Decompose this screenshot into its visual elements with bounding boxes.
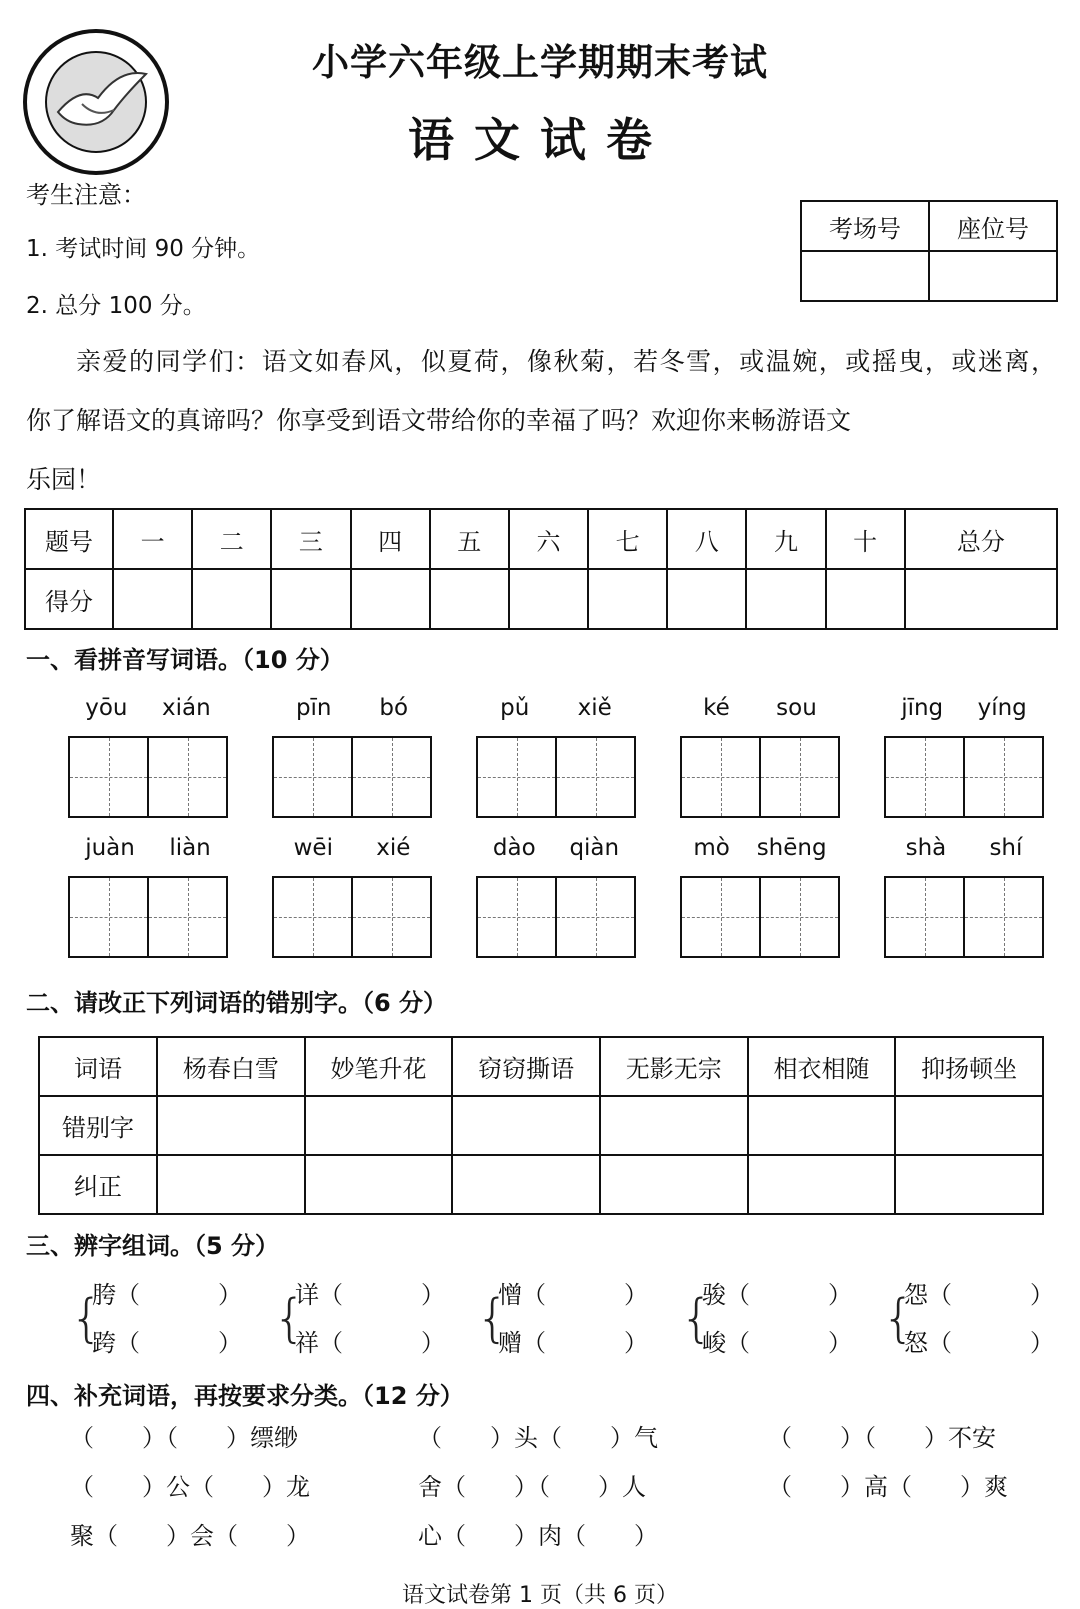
correction-cell[interactable] [748,1155,896,1214]
score-column: 总分 [905,509,1057,569]
typo-header-label: 词语 [39,1037,157,1096]
paren-close: ） [624,1329,648,1357]
pinyin-syllable: pīn [295,695,332,721]
score-cell[interactable] [588,569,667,629]
pinyin-syllable: shà [905,835,947,861]
page-footer: 语文试卷第 1 页（共 6 页） [402,1583,678,1608]
tianzige-box[interactable] [68,876,228,958]
char-pair [476,1271,648,1371]
pinyin-syllable: jīng [901,695,944,721]
pinyin-syllable: yōu [85,695,128,721]
tianzige-box[interactable] [680,876,840,958]
char-pair [882,1271,1054,1371]
intro-line: 乐园！ [26,465,102,494]
pinyin-word [272,828,432,958]
section3-title: 三、辨字组词。（5 分） [26,1232,280,1260]
pinyin-word [476,828,636,958]
wrong-char-cell[interactable] [895,1096,1043,1155]
score-cell[interactable] [113,569,192,629]
correction-cell[interactable] [157,1155,305,1214]
pinyin-word [272,688,432,818]
score-table [24,508,1058,630]
pinyin-syllable: xiě [577,695,612,721]
pinyin-syllable: wēi [293,835,333,861]
wrong-char-cell[interactable] [600,1096,748,1155]
brace-icon: { [70,1289,104,1349]
intro-line: 你了解语文的真谛吗？你享受到语文带给你的幸福了吗？欢迎你来畅游语文 [26,406,852,435]
wrong-char-label: 错别字 [39,1096,157,1155]
intro-line: 亲爱的同学们：语文如春风，似夏荷，像秋菊，若冬雪，或温婉，或摇曳，或迷离， [76,347,1056,376]
score-column: 三 [271,509,350,569]
correction-cell[interactable] [895,1155,1043,1214]
exam-title: 小学六年级上学期期末考试 [312,40,768,84]
char-prompt: 峻（ [702,1329,750,1357]
idiom-fill[interactable]: （ ）头（ ）气 [418,1424,658,1452]
tianzige-box[interactable] [68,736,228,818]
paren-close: ） [218,1329,242,1357]
pinyin-syllable: shēng [756,835,827,861]
char-prompt: 祥（ [295,1329,343,1357]
pinyin-syllable: bó [379,695,409,721]
score-cell[interactable] [430,569,509,629]
pinyin-word [476,688,636,818]
typo-word: 杨春白雪 [157,1037,305,1096]
pinyin-syllable: pǔ [500,695,530,721]
char-pair [680,1271,852,1371]
tianzige-box[interactable] [476,736,636,818]
score-column: 一 [113,509,192,569]
idiom-fill[interactable]: 聚（ ）会（ ） [70,1522,310,1550]
pinyin-word [68,828,228,958]
score-cell[interactable] [746,569,825,629]
score-cell[interactable] [509,569,588,629]
intro-paragraph [26,332,1056,509]
typo-word: 窃窃撕语 [452,1037,600,1096]
pinyin-syllable: yíng [977,695,1027,721]
score-cell[interactable] [271,569,350,629]
pinyin-word [680,688,840,818]
pinyin-syllable: qiàn [569,835,620,861]
score-column: 八 [667,509,746,569]
typo-correction-table [38,1036,1044,1215]
paren-close: ） [1030,1329,1054,1357]
section2-title: 二、请改正下列词语的错别字。（6 分） [26,989,448,1017]
correction-cell[interactable] [452,1155,600,1214]
score-cell[interactable] [905,569,1057,629]
notice-heading: 考生注意： [26,181,146,209]
typo-word: 妙笔升花 [305,1037,453,1096]
idiom-fill[interactable]: 舍（ ）（ ）人 [418,1473,646,1501]
score-column: 十 [826,509,905,569]
notice-item: 2. 总分 100 分。 [26,293,206,319]
paren-close: ） [828,1329,852,1357]
paren-close: ） [218,1281,242,1309]
pinyin-syllable: juàn [85,835,135,861]
typo-word: 无影无宗 [600,1037,748,1096]
char-pair [70,1271,242,1371]
score-column: 二 [192,509,271,569]
idiom-fill[interactable]: （ ）高（ ）爽 [768,1473,1008,1501]
wrong-char-cell[interactable] [305,1096,453,1155]
score-column: 七 [588,509,667,569]
char-pair [273,1271,445,1371]
score-cell[interactable] [192,569,271,629]
wrong-char-cell[interactable] [452,1096,600,1155]
idiom-fill[interactable]: （ ）（ ）缥缈 [70,1424,298,1452]
tianzige-box[interactable] [884,876,1044,958]
paren-close: ） [421,1281,445,1309]
tianzige-box[interactable] [680,736,840,818]
char-prompt: 憎（ [498,1281,546,1309]
correction-cell[interactable] [600,1155,748,1214]
pinyin-word [680,828,840,958]
brace-icon: { [476,1289,510,1349]
typo-word: 相衣相随 [748,1037,896,1096]
pinyin-syllable: sou [776,695,817,721]
notice-item: 1. 考试时间 90 分钟。 [26,236,261,262]
char-prompt: 详（ [295,1281,343,1309]
char-prompt: 怨（ [904,1281,952,1309]
score-column: 五 [430,509,509,569]
exam-room-field[interactable] [801,251,929,301]
score-column: 四 [351,509,430,569]
score-cell[interactable] [667,569,746,629]
pinyin-syllable: shí [989,835,1023,861]
wrong-char-cell[interactable] [157,1096,305,1155]
exam-room-seat-table [800,200,1058,302]
correction-label: 纠正 [39,1155,157,1214]
paren-close: ） [1030,1281,1054,1309]
pinyin-word [884,688,1044,818]
exam-subtitle: 语文试卷 [408,113,672,167]
pinyin-syllable: dào [492,835,536,861]
pinyin-syllable: ké [703,695,730,721]
char-prompt: 胯（ [92,1281,140,1309]
brace-icon: { [680,1289,714,1349]
tianzige-box[interactable] [272,736,432,818]
exam-room-label: 考场号 [801,201,929,251]
section4-title: 四、补充词语，再按要求分类。（12 分） [26,1382,464,1410]
score-column: 六 [509,509,588,569]
score-cell[interactable] [351,569,430,629]
pinyin-syllable: mò [693,835,730,861]
score-row-label: 得分 [25,569,113,629]
seat-field[interactable] [929,251,1057,301]
tianzige-box[interactable] [884,736,1044,818]
pinyin-syllable: xián [162,695,211,721]
idiom-fill[interactable]: 心（ ）肉（ ） [418,1522,658,1550]
tianzige-box[interactable] [272,876,432,958]
pinyin-word [884,828,1044,958]
idiom-fill[interactable]: （ ）（ ）不安 [768,1424,996,1452]
idiom-fill[interactable]: （ ）公（ ）龙 [70,1473,310,1501]
typo-word: 抑扬顿坐 [895,1037,1043,1096]
paren-close: ） [828,1281,852,1309]
paren-close: ） [624,1281,648,1309]
char-prompt: 怒（ [904,1329,952,1357]
char-prompt: 赠（ [498,1329,546,1357]
seat-label: 座位号 [929,201,1057,251]
char-prompt: 跨（ [92,1329,140,1357]
score-column: 九 [746,509,825,569]
pinyin-syllable: liàn [169,835,211,861]
score-header-label: 题号 [25,509,113,569]
pinyin-syllable: xié [376,835,411,861]
correction-cell[interactable] [305,1155,453,1214]
brace-icon: { [882,1289,916,1349]
brace-icon: { [273,1289,307,1349]
char-prompt: 骏（ [702,1281,750,1309]
section1-title: 一、看拼音写词语。（10 分） [26,646,344,674]
wrong-char-cell[interactable] [748,1096,896,1155]
pinyin-word [68,688,228,818]
tianzige-box[interactable] [476,876,636,958]
score-cell[interactable] [826,569,905,629]
paren-close: ） [421,1329,445,1357]
